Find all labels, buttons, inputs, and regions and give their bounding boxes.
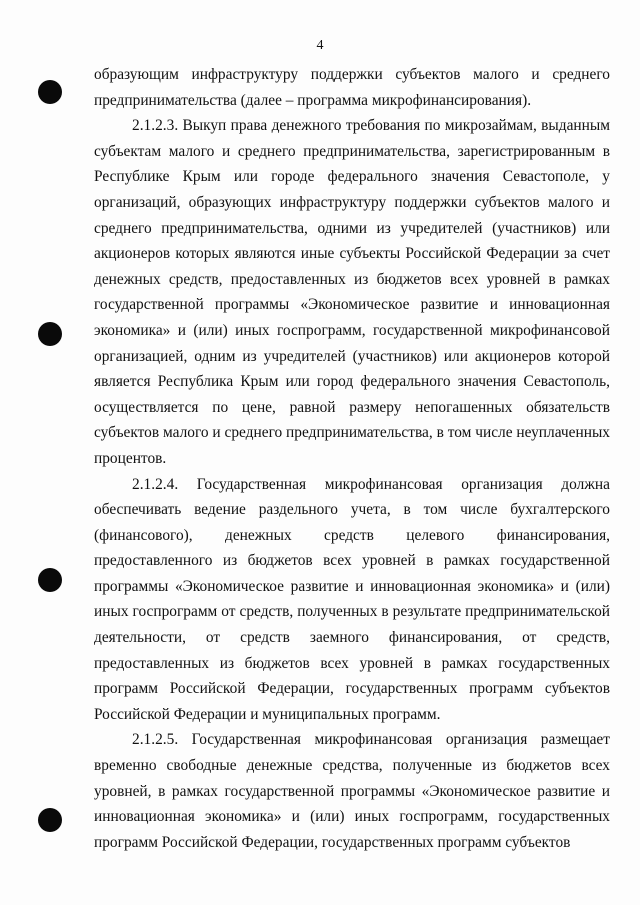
punch-hole-mark bbox=[38, 568, 62, 592]
paragraph-continuation: образующим инфраструктуру поддержки субъектов малого и среднего предпринимательства (далее – программа микрофинансирования). bbox=[94, 66, 610, 109]
punch-hole-mark bbox=[38, 80, 62, 104]
paragraph-2-1-2-5: 2.1.2.5. Государственная микрофинансовая организация размещает временно свободные денежные средства, полученные из бюджетов всех уровней, в рамках государственной программы «Экономическое развитие и инновационная экономика» и (или) иных госпрограмм, государственных программ Российской Федерации, государственных программ субъектов bbox=[94, 731, 610, 851]
page-number: 4 bbox=[316, 38, 324, 53]
paragraph-2-1-2-3: 2.1.2.3. Выкуп права денежного требования по микрозаймам, выданным субъектам малого и среднего предпринимательства, зарегистрированным в Республике Крым или городе федерального значения Севастополе, у организаций, образующих инфраструктуру поддержки субъектов малого и среднего предпринимательства, одними из учредителей (участников) или акционеров которых являются иные субъекты Российской Федерации за счет денежных средств, предоставленных из бюджетов всех уровней в рамках государственной программы «Экономическое развитие и инновационная экономика» и (или) иных госпрограмм, государственной микрофинансовой организацией, одним из учредителей (участников) или акционеров которой является Республика Крым или город федерального значения Севастополь, осуществляется по цене, равной размеру непогашенных обязательств субъектов малого и среднего предпринимательства, в том числе неуплаченных процентов. bbox=[94, 117, 610, 467]
paragraph-2-1-2-4: 2.1.2.4. Государственная микрофинансовая организация должна обеспечивать ведение раздельного учета, в том числе бухгалтерского (финансового), денежных средств целевого финансирования, предоставленного из бюджетов всех уровней в рамках государственной программы «Экономическое развитие и инновационная экономика» и (или) иных госпрограмм от средств, полученных в результате предпринимательской деятельности, от средств заемного финансирования, от средств, предоставленных из бюджетов всех уровней в рамках государственных программ Российской Федерации, государственных программ субъектов Российской Федерации и муниципальных программ. bbox=[94, 475, 610, 723]
punch-hole-mark bbox=[38, 322, 62, 346]
document-body bbox=[94, 62, 610, 855]
punch-hole-mark bbox=[38, 808, 62, 832]
